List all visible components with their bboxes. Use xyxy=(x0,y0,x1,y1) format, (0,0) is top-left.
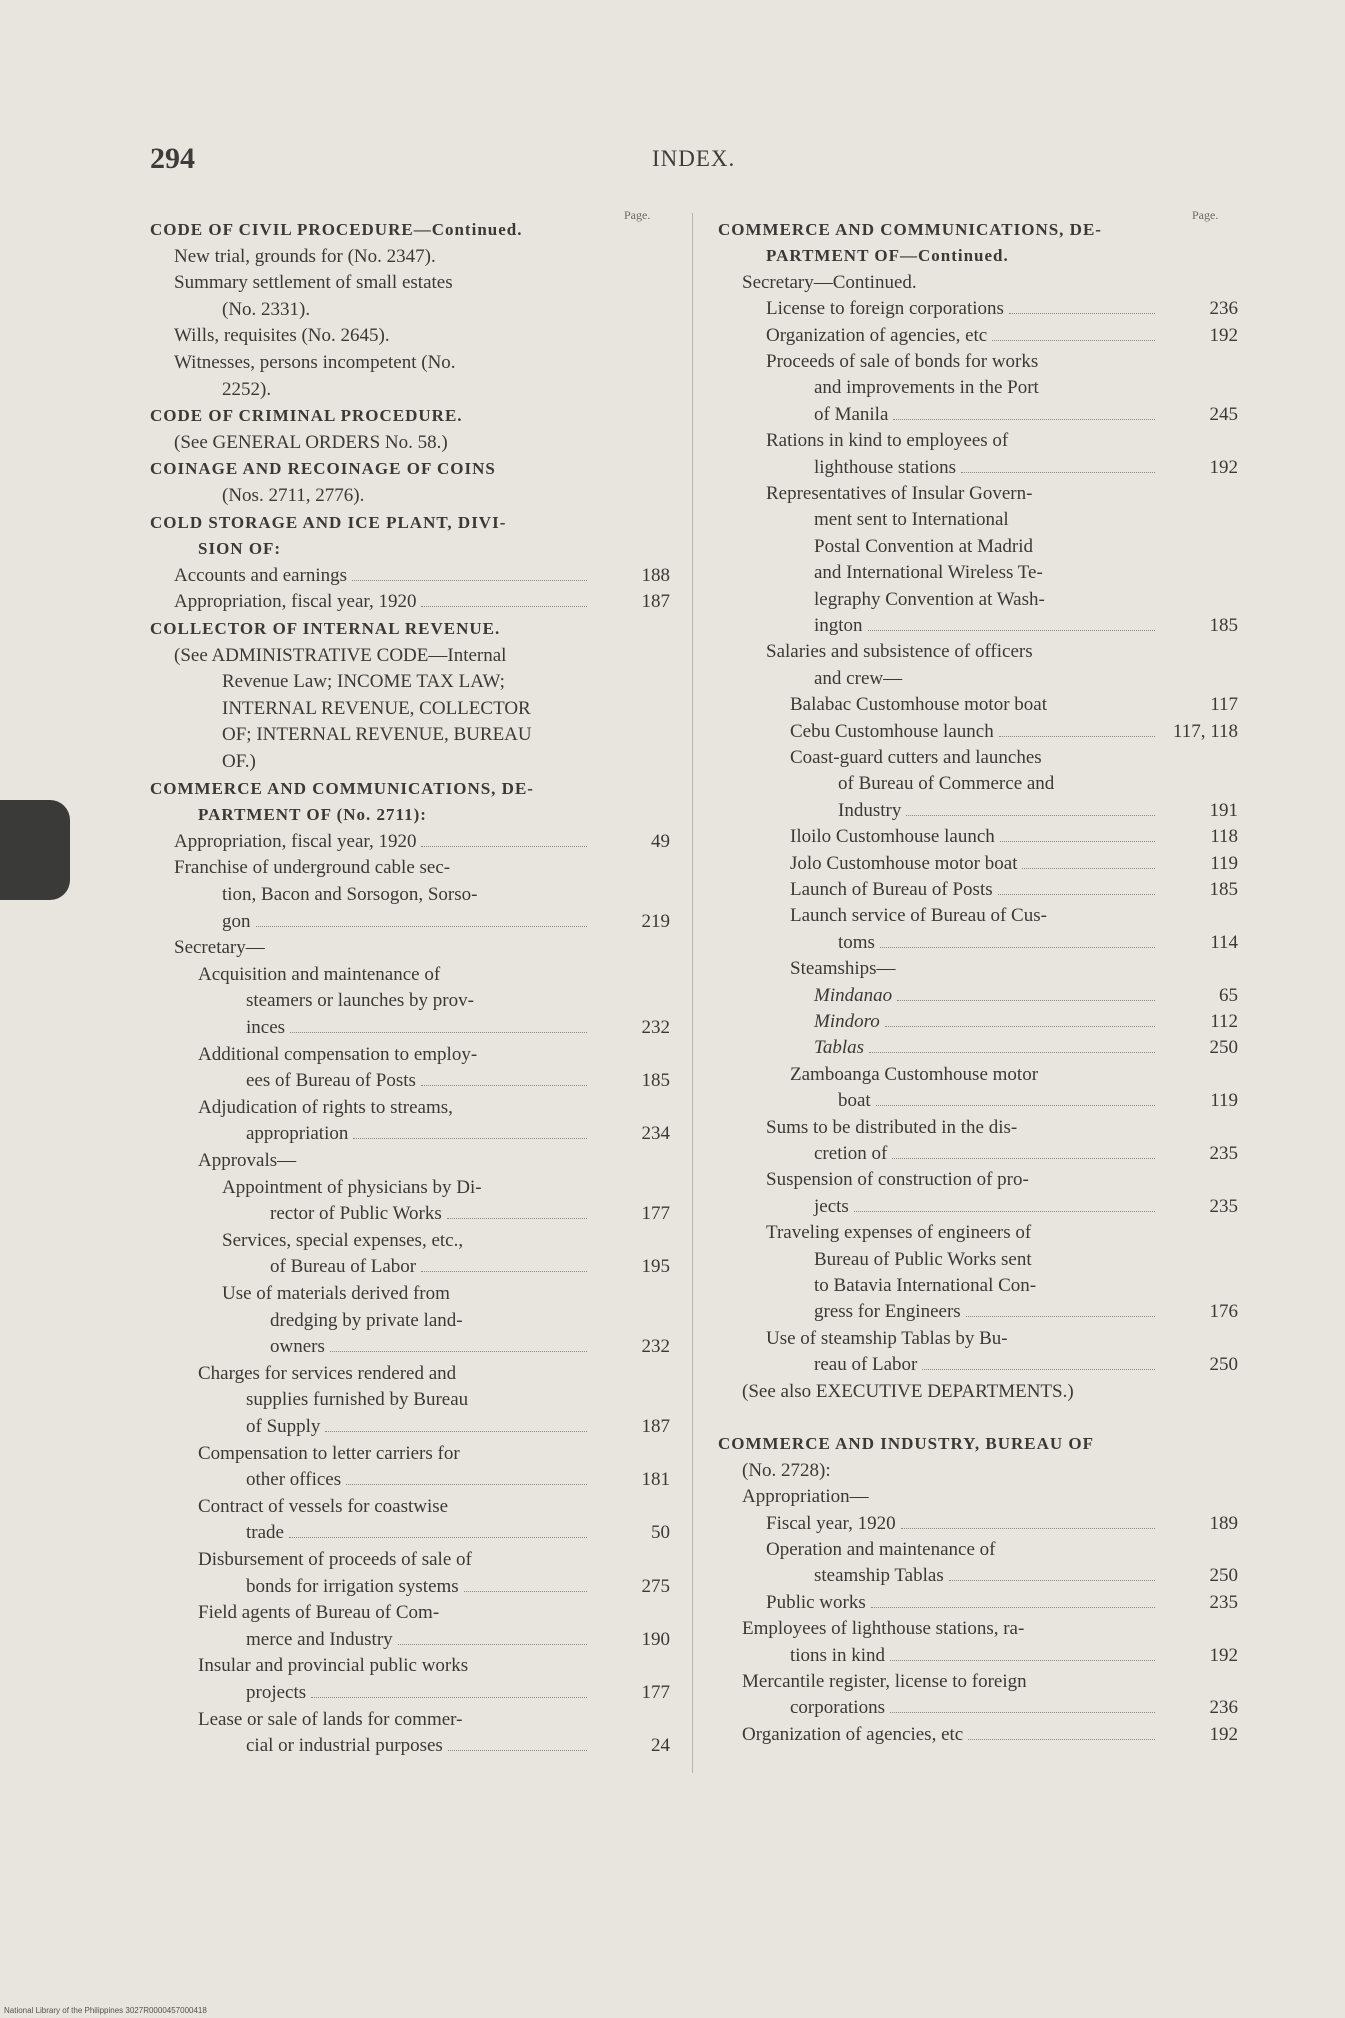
index-entry: ment sent to International xyxy=(814,509,1009,531)
index-entry: Coast-guard cutters and launches xyxy=(790,747,1042,768)
page-reference: 181 xyxy=(641,1469,670,1491)
dot-leader xyxy=(447,1217,587,1219)
index-entry: Additional compensation to employ- xyxy=(198,1043,478,1065)
dot-leader xyxy=(893,418,1155,420)
page-reference: 192 xyxy=(1209,1644,1238,1666)
index-entry: Acquisition and maintenance of xyxy=(198,963,441,985)
index-entry: Postal Convention at Madrid xyxy=(814,535,1034,557)
dot-leader xyxy=(897,999,1155,1001)
index-entry: Appropriation— xyxy=(742,1486,869,1508)
index-entry: Traveling expenses of engineers of xyxy=(766,1222,1032,1244)
index-entry: (No. 2728): xyxy=(742,1459,831,1481)
index-entry: Suspension of construction of pro- xyxy=(766,1169,1029,1191)
dot-leader xyxy=(421,1270,587,1272)
dot-leader xyxy=(871,1606,1155,1608)
index-entry: Salaries and subsistence of officers xyxy=(766,641,1033,663)
index-entry: Rations in kind to employees of xyxy=(766,430,1009,452)
index-entry: toms xyxy=(838,930,1155,956)
index-entry: gon xyxy=(222,909,587,935)
index-entry: Secretary—Continued. xyxy=(742,271,917,293)
index-entry: Representatives of Insular Govern- xyxy=(766,483,1033,504)
page-reference: 24 xyxy=(651,1735,670,1757)
index-entry: Mindanao xyxy=(814,983,1155,1009)
page-reference: 176 xyxy=(1209,1301,1238,1323)
page-reference: 118 xyxy=(1210,826,1238,848)
index-entry: Mindoro xyxy=(814,1009,1155,1035)
page-reference: 50 xyxy=(651,1522,670,1544)
page-reference: 195 xyxy=(641,1256,670,1278)
dot-leader xyxy=(892,1157,1155,1159)
page-reference: 219 xyxy=(641,910,670,932)
index-entry: of Supply xyxy=(246,1414,587,1440)
dot-leader xyxy=(880,946,1155,948)
dot-leader xyxy=(464,1590,587,1592)
index-entry: CODE OF CIVIL PROCEDURE—Continued. xyxy=(150,220,523,239)
dot-leader xyxy=(876,1104,1155,1106)
index-entry: PARTMENT OF—Continued. xyxy=(766,246,1009,266)
index-entry: inces xyxy=(246,1015,587,1041)
index-entry: and International Wireless Te- xyxy=(814,562,1043,584)
dot-leader xyxy=(922,1368,1155,1370)
index-entry: of Bureau of Labor xyxy=(270,1254,587,1280)
page-reference: 114 xyxy=(1210,931,1238,953)
index-entry: Compensation to letter carriers for xyxy=(198,1442,460,1464)
index-entry: Revenue Law; INCOME TAX LAW; xyxy=(222,671,505,693)
index-entry: appropriation xyxy=(246,1121,587,1147)
index-entry: (See also EXECUTIVE DEPARTMENTS.) xyxy=(742,1380,1074,1402)
index-entry: steamers or launches by prov- xyxy=(246,990,474,1012)
page-reference: 117 xyxy=(1210,694,1238,716)
dot-leader xyxy=(949,1579,1155,1581)
index-entry: Use of steamship Tablas by Bu- xyxy=(766,1327,1008,1349)
footer-stamp: National Library of the Philippines 3027R0000457000418 xyxy=(4,2006,207,2015)
index-entry: Franchise of underground cable sec- xyxy=(174,857,451,879)
index-entry: Bureau of Public Works sent xyxy=(814,1248,1032,1270)
index-entry: Organization of agencies, etc xyxy=(766,323,1155,349)
dot-leader xyxy=(868,629,1155,631)
index-entry: Contract of vessels for coastwise xyxy=(198,1495,449,1517)
dot-leader xyxy=(1022,867,1155,869)
index-entry: COLLECTOR OF INTERNAL REVENUE. xyxy=(150,619,501,638)
index-entry: legraphy Convention at Wash- xyxy=(814,588,1045,610)
dot-leader xyxy=(854,1210,1155,1212)
index-entry: INTERNAL REVENUE, COLLECTOR xyxy=(222,697,531,719)
page-reference: 236 xyxy=(1209,1697,1238,1719)
dot-leader xyxy=(311,1696,587,1698)
index-entry: (See GENERAL ORDERS No. 58.) xyxy=(174,431,448,453)
index-entry: Steamships— xyxy=(790,958,896,980)
index-entry: Mercantile register, license to foreign xyxy=(742,1671,1027,1692)
right-column-page-head: Page. xyxy=(1192,208,1219,222)
dot-leader xyxy=(961,471,1155,473)
page-reference: 112 xyxy=(1210,1011,1238,1032)
dot-leader xyxy=(906,814,1155,816)
page-reference: 177 xyxy=(641,1682,670,1703)
index-entry: Jolo Customhouse motor boat xyxy=(790,851,1155,877)
page-reference: 117, 118 xyxy=(1172,720,1238,742)
index-entry: Lease or sale of lands for commer- xyxy=(198,1708,463,1730)
page-reference: 250 xyxy=(1209,1354,1238,1376)
index-entry: Launch service of Bureau of Cus- xyxy=(790,905,1047,927)
dot-leader xyxy=(890,1659,1155,1661)
index-entry: 2252). xyxy=(222,378,272,400)
index-entry: tions in kind xyxy=(790,1643,1155,1669)
dot-leader xyxy=(885,1025,1155,1027)
index-entry: Approvals— xyxy=(198,1150,297,1171)
index-entry: Wills, requisites (No. 2645). xyxy=(174,325,390,347)
dot-leader xyxy=(1000,840,1155,842)
dot-leader xyxy=(421,605,587,607)
index-entry: Witnesses, persons incompetent (No. xyxy=(174,352,456,373)
index-entry: ington xyxy=(814,613,1155,639)
page-reference: 177 xyxy=(641,1203,670,1225)
index-entry: tion, Bacon and Sorsogon, Sorso- xyxy=(222,884,478,905)
dot-leader xyxy=(901,1527,1155,1529)
index-entry: Fiscal year, 1920 xyxy=(766,1511,1155,1537)
dot-leader xyxy=(398,1643,587,1645)
index-entry: Field agents of Bureau of Com- xyxy=(198,1602,440,1624)
page-reference: 250 xyxy=(1209,1037,1238,1059)
index-entry: OF.) xyxy=(222,751,256,772)
page-reference: 250 xyxy=(1209,1565,1238,1587)
index-entry: other offices xyxy=(246,1467,587,1493)
index-entry: boat xyxy=(838,1088,1155,1114)
index-entry: Appropriation, fiscal year, 1920 xyxy=(174,829,587,855)
index-entry: Proceeds of sale of bonds for works xyxy=(766,351,1039,372)
index-entry: Appointment of physicians by Di- xyxy=(222,1176,482,1198)
page-reference: 192 xyxy=(1209,324,1238,346)
index-entry: Cebu Customhouse launch xyxy=(790,719,1155,745)
page-reference: 191 xyxy=(1209,799,1238,821)
index-entry: Services, special expenses, etc., xyxy=(222,1229,464,1251)
index-entry: OF; INTERNAL REVENUE, BUREAU xyxy=(222,724,532,746)
dot-leader xyxy=(1009,312,1155,314)
index-entry: projects xyxy=(246,1680,587,1706)
dot-leader xyxy=(998,893,1155,895)
index-entry: (Nos. 2711, 2776). xyxy=(222,485,365,506)
dot-leader xyxy=(890,1711,1155,1713)
dot-leader xyxy=(448,1749,587,1751)
dot-leader xyxy=(290,1031,587,1033)
index-entry: Sums to be distributed in the dis- xyxy=(766,1116,1018,1138)
page-reference: 236 xyxy=(1209,298,1238,320)
dot-leader xyxy=(999,735,1155,737)
dot-leader xyxy=(330,1350,587,1352)
index-entry: Operation and maintenance of xyxy=(766,1539,996,1560)
page-reference: 185 xyxy=(641,1070,670,1092)
index-entry: reau of Labor xyxy=(814,1352,1155,1378)
index-entry: SION OF: xyxy=(198,539,282,559)
left-margin-shadow xyxy=(0,800,70,900)
dot-leader xyxy=(869,1051,1155,1053)
page-reference: 189 xyxy=(1209,1512,1238,1534)
index-entry: License to foreign corporations xyxy=(766,296,1155,322)
page-reference: 65 xyxy=(1219,984,1238,1006)
dot-leader xyxy=(421,1084,587,1086)
index-entry: Industry xyxy=(838,798,1155,824)
index-entry: trade xyxy=(246,1520,587,1546)
dot-leader xyxy=(256,925,587,927)
index-entry: jects xyxy=(814,1194,1155,1220)
index-entry: Balabac Customhouse motor boat xyxy=(790,694,1047,716)
index-entry: and crew— xyxy=(814,667,903,689)
page-reference: 232 xyxy=(641,1336,670,1358)
index-entry: Launch of Bureau of Posts xyxy=(790,877,1155,903)
page-reference: 187 xyxy=(641,591,670,613)
index-entry: COMMERCE AND COMMUNICATIONS, DE- xyxy=(718,220,1102,239)
index-entry: COMMERCE AND INDUSTRY, BUREAU OF xyxy=(718,1434,1094,1454)
index-entry: CODE OF CRIMINAL PROCEDURE. xyxy=(150,406,463,426)
index-entry: lighthouse stations xyxy=(814,455,1155,481)
dot-leader xyxy=(352,579,587,581)
column-divider xyxy=(692,213,693,1773)
index-entry: PARTMENT OF (No. 2711): xyxy=(198,805,427,825)
index-entry: bonds for irrigation systems xyxy=(246,1574,587,1600)
dot-leader xyxy=(421,845,587,847)
dot-leader xyxy=(346,1483,587,1485)
page-reference: 192 xyxy=(1209,1723,1238,1745)
index-entry: Organization of agencies, etc xyxy=(742,1722,1155,1748)
page-reference: 235 xyxy=(1209,1591,1238,1613)
index-entry: (No. 2331). xyxy=(222,298,311,320)
page-reference: 245 xyxy=(1209,403,1238,425)
page-reference: 185 xyxy=(1209,879,1238,900)
left-column-page-head: Page. xyxy=(624,208,651,222)
index-entry: Appropriation, fiscal year, 1920 xyxy=(174,589,587,615)
index-entry: steamship Tablas xyxy=(814,1563,1155,1589)
index-entry: supplies furnished by Bureau xyxy=(246,1389,469,1411)
index-entry: Employees of lighthouse stations, ra- xyxy=(742,1618,1025,1640)
page-reference: 119 xyxy=(1210,852,1238,874)
index-entry: Public works xyxy=(766,1590,1155,1616)
page-number: 294 xyxy=(150,142,195,175)
index-entry: COLD STORAGE AND ICE PLANT, DIVI- xyxy=(150,512,507,532)
dot-leader xyxy=(992,339,1155,341)
index-entry: merce and Industry xyxy=(246,1627,587,1653)
dot-leader xyxy=(968,1738,1155,1740)
page-reference: 275 xyxy=(641,1575,670,1597)
index-entry: Iloilo Customhouse launch xyxy=(790,824,1155,850)
page-reference: 185 xyxy=(1209,615,1238,636)
page-reference: 119 xyxy=(1210,1090,1238,1112)
index-entry: of Bureau of Commerce and xyxy=(838,773,1055,795)
page-reference: 234 xyxy=(641,1123,670,1145)
index-entry: Charges for services rendered and xyxy=(198,1362,457,1384)
index-entry: to Batavia International Con- xyxy=(814,1275,1037,1296)
index-entry: cretion of xyxy=(814,1141,1155,1167)
index-entry: New trial, grounds for (No. 2347). xyxy=(174,245,436,267)
index-entry: Accounts and earnings xyxy=(174,563,587,589)
page-reference: 232 xyxy=(641,1017,670,1038)
index-entry: (See ADMINISTRATIVE CODE—Internal xyxy=(174,644,507,666)
page-reference: 235 xyxy=(1209,1143,1238,1164)
dot-leader xyxy=(966,1315,1155,1317)
index-entry: and improvements in the Port xyxy=(814,377,1039,399)
index-entry: gress for Engineers xyxy=(814,1299,1155,1325)
index-entry: Tablas xyxy=(814,1035,1155,1061)
index-entry: cial or industrial purposes xyxy=(246,1733,587,1759)
index-entry: COMMERCE AND COMMUNICATIONS, DE- xyxy=(150,778,534,798)
index-entry: dredging by private land- xyxy=(270,1309,463,1331)
page-reference: 235 xyxy=(1209,1195,1238,1217)
page-reference: 187 xyxy=(641,1416,670,1437)
index-entry: corporations xyxy=(790,1695,1155,1721)
page-reference: 190 xyxy=(641,1628,670,1650)
index-entry: owners xyxy=(270,1334,587,1360)
index-entry: Summary settlement of small estates xyxy=(174,272,453,294)
index-entry: Disbursement of proceeds of sale of xyxy=(198,1549,472,1570)
index-entry: Secretary— xyxy=(174,937,265,959)
page-title: INDEX. xyxy=(652,146,736,171)
index-entry: of Manila xyxy=(814,402,1155,428)
index-entry: rector of Public Works xyxy=(270,1201,587,1227)
index-entry: Adjudication of rights to streams, xyxy=(198,1096,453,1118)
index-entry: Use of materials derived from xyxy=(222,1283,450,1304)
page-reference: 192 xyxy=(1209,456,1238,478)
dot-leader xyxy=(325,1430,587,1432)
index-entry: Zamboanga Customhouse motor xyxy=(790,1063,1039,1085)
dot-leader xyxy=(353,1137,587,1139)
index-entry: ees of Bureau of Posts xyxy=(246,1068,587,1094)
dot-leader xyxy=(289,1536,587,1538)
page-reference: 188 xyxy=(641,564,670,586)
index-entry: Insular and provincial public works xyxy=(198,1655,469,1677)
index-entry: COINAGE AND RECOINAGE OF COINS xyxy=(150,459,496,479)
page-reference: 49 xyxy=(651,830,670,852)
